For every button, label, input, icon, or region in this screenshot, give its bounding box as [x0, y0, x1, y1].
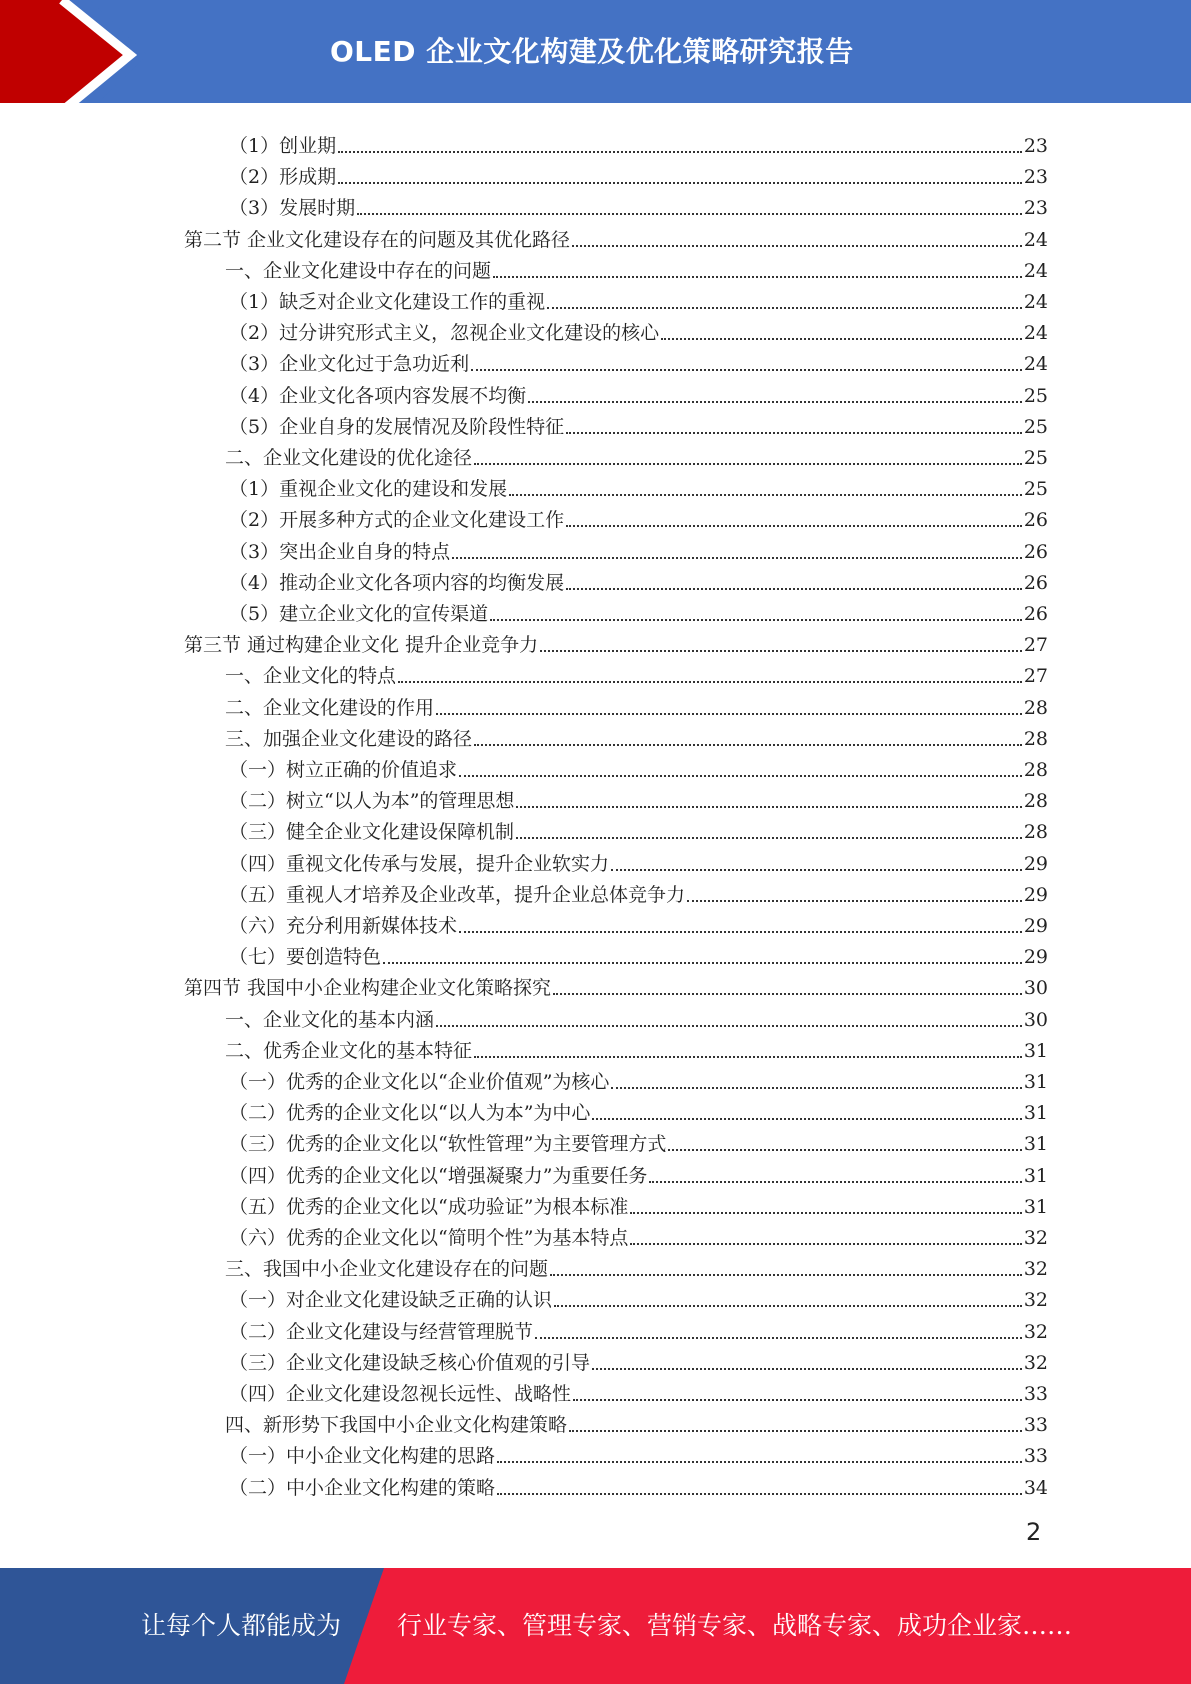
- toc-entry-page: 33: [1023, 1445, 1048, 1468]
- toc-entry[interactable]: [225, 1250, 1048, 1281]
- toc-leader-dots: [338, 182, 1022, 184]
- toc-entry-page: 24: [1023, 228, 1048, 251]
- toc-leader-dots: [649, 1181, 1021, 1183]
- toc-entry-title: （5）建立企业文化的宣传渠道: [229, 603, 489, 625]
- toc-entry-page: 31: [1023, 1195, 1048, 1218]
- toc-leader-dots: [611, 869, 1022, 871]
- toc-entry[interactable]: [229, 470, 1048, 501]
- toc-entry[interactable]: [229, 845, 1048, 876]
- toc-entry-page: 23: [1023, 166, 1048, 189]
- toc-entry-page: 30: [1023, 977, 1048, 1000]
- toc-entry-title: （二）树立“以人为本”的管理思想: [229, 790, 515, 813]
- toc-leader-dots: [668, 1149, 1021, 1151]
- toc-entry-page: 26: [1023, 540, 1048, 563]
- toc-entry[interactable]: [229, 1437, 1048, 1468]
- toc-leader-dots: [550, 1274, 1022, 1276]
- toc-entry[interactable]: [229, 1344, 1048, 1375]
- toc-leader-dots: [540, 650, 1022, 652]
- toc-entry-title: （三）优秀的企业文化以“软性管理”为主要管理方式: [229, 1133, 667, 1156]
- toc-entry-page: 34: [1023, 1476, 1048, 1499]
- toc-entry[interactable]: [229, 876, 1048, 907]
- toc-entry-page: 28: [1023, 696, 1048, 719]
- toc-entry-title: （2）过分讲究形式主义，忽视企业文化建设的核心: [229, 322, 660, 345]
- toc-leader-dots: [592, 1368, 1022, 1370]
- toc-entry-title: （六）充分利用新媒体技术: [229, 915, 458, 937]
- toc-entry[interactable]: [229, 1063, 1048, 1094]
- toc-entry-title: （二）优秀的企业文化以“以人为本”为中心: [229, 1102, 591, 1125]
- toc-entry-page: 28: [1023, 727, 1048, 750]
- toc-entry-page: 26: [1023, 509, 1048, 532]
- toc-entry-title: （5）企业自身的发展情况及阶段性特征: [229, 415, 565, 438]
- toc-entry[interactable]: [229, 1188, 1048, 1219]
- toc-leader-dots: [459, 775, 1022, 777]
- toc-entry[interactable]: [225, 657, 1048, 688]
- toc-entry-title: （4）企业文化各项内容发展不均衡: [229, 384, 527, 407]
- toc-entry-page: 28: [1023, 790, 1048, 813]
- toc-leader-dots: [569, 1430, 1022, 1432]
- toc-entry-title: （六）优秀的企业文化以“简明个性”为基本特点: [229, 1227, 629, 1249]
- toc-leader-dots: [474, 1056, 1022, 1058]
- toc-entry-page: 28: [1023, 759, 1048, 781]
- page-header: [0, 0, 1191, 111]
- toc-entry[interactable]: [225, 252, 1048, 283]
- toc-entry[interactable]: [229, 1375, 1048, 1406]
- toc-entry-title: （3）企业文化过于急功近利: [229, 353, 470, 376]
- toc-leader-dots: [611, 1087, 1021, 1089]
- toc-leader-dots: [630, 1212, 1021, 1214]
- toc-entry-page: 31: [1023, 1039, 1048, 1062]
- toc-entry-page: 27: [1023, 634, 1048, 657]
- toc-entry[interactable]: [225, 1032, 1048, 1063]
- toc-leader-dots: [497, 1493, 1022, 1495]
- toc-leader-dots: [661, 338, 1022, 340]
- toc-entry-title: 一、企业文化的特点: [225, 665, 397, 688]
- toc-entry[interactable]: [229, 564, 1048, 595]
- toc-entry-page: 25: [1023, 384, 1048, 407]
- toc-entry[interactable]: [229, 314, 1048, 345]
- toc-leader-dots: [383, 962, 1022, 964]
- toc-entry-title: （四）优秀的企业文化以“增强凝聚力”为重要任务: [229, 1164, 648, 1187]
- toc-leader-dots: [452, 557, 1022, 559]
- toc-leader-dots: [509, 494, 1022, 496]
- toc-entry[interactable]: [229, 751, 1048, 782]
- toc-entry[interactable]: [229, 595, 1048, 626]
- toc-entry-page: 24: [1023, 353, 1048, 376]
- toc-entry[interactable]: [229, 1313, 1048, 1344]
- toc-entry-title: （2）开展多种方式的企业文化建设工作: [229, 509, 565, 532]
- toc-entry-title: （二）企业文化建设与经营管理脱节: [229, 1320, 534, 1343]
- toc-entry-title: 二、企业文化建设的作用: [225, 696, 435, 719]
- toc-leader-dots: [474, 744, 1022, 746]
- report-title: OLED 企业文化构建及优化策略研究报告: [330, 35, 854, 68]
- toc-entry-page: 31: [1023, 1133, 1048, 1156]
- toc-entry[interactable]: [184, 221, 1048, 252]
- toc-entry[interactable]: [229, 1281, 1048, 1312]
- toc-entry[interactable]: [229, 813, 1048, 844]
- toc-entry-title: 三、加强企业文化建设的路径: [225, 727, 473, 750]
- toc-leader-dots: [572, 245, 1022, 247]
- page-footer: [0, 1568, 1191, 1684]
- toc-entry-page: 30: [1023, 1008, 1048, 1031]
- toc-entry-title: （三）企业文化建设缺乏核心价值观的引导: [229, 1351, 591, 1374]
- header-divider: [0, 103, 1191, 111]
- toc-leader-dots: [592, 1118, 1021, 1120]
- toc-leader-dots: [528, 401, 1022, 403]
- toc-entry-page: 25: [1023, 415, 1048, 438]
- toc-entry[interactable]: [225, 1001, 1048, 1032]
- toc-leader-dots: [490, 619, 1022, 621]
- toc-leader-dots: [398, 681, 1022, 683]
- toc-leader-dots: [630, 1243, 1021, 1245]
- toc-entry-title: （一）树立正确的价值追求: [229, 759, 458, 781]
- toc-entry[interactable]: [229, 533, 1048, 564]
- toc-leader-dots: [493, 276, 1022, 278]
- toc-leader-dots: [566, 525, 1022, 527]
- toc-entry[interactable]: [229, 782, 1048, 813]
- toc-entry[interactable]: [229, 907, 1048, 938]
- toc-entry[interactable]: [229, 408, 1048, 439]
- toc-entry-page: 32: [1023, 1320, 1048, 1343]
- toc-leader-dots: [554, 1305, 1022, 1307]
- toc-entry[interactable]: [229, 1125, 1048, 1156]
- toc-entry-page: 31: [1023, 1071, 1048, 1093]
- toc-entry-page: 32: [1023, 1258, 1048, 1281]
- toc-entry-title: 四、新形势下我国中小企业文化构建策略: [225, 1414, 568, 1437]
- toc-entry-title: （1）创业期: [229, 135, 337, 157]
- toc-entry[interactable]: [184, 969, 1048, 1000]
- toc-leader-dots: [436, 1025, 1022, 1027]
- toc-entry-title: （四）企业文化建设忽视长远性、战略性: [229, 1383, 572, 1405]
- toc-entry[interactable]: [229, 127, 1048, 158]
- toc-entry[interactable]: [229, 1157, 1048, 1188]
- toc-entry[interactable]: [229, 938, 1048, 969]
- page-number: 2: [1026, 1518, 1042, 1546]
- toc-entry[interactable]: [229, 377, 1048, 408]
- toc-entry[interactable]: [229, 189, 1048, 220]
- toc-leader-dots: [566, 432, 1022, 434]
- toc-leader-dots: [474, 463, 1022, 465]
- toc-entry-title: （3）发展时期: [229, 197, 356, 220]
- toc-leader-dots: [516, 806, 1021, 808]
- footer-slogan-left: 让每个人都能成为: [141, 1611, 342, 1640]
- toc-leader-dots: [459, 931, 1022, 933]
- header-arrow-graphic: [0, 0, 150, 111]
- toc-entry-title: （一）中小企业文化构建的思路: [229, 1445, 496, 1468]
- toc-leader-dots: [357, 213, 1022, 215]
- toc-entry[interactable]: [229, 501, 1048, 532]
- toc-entry-page: 32: [1023, 1351, 1048, 1374]
- toc-entry-title: 三、我国中小企业文化建设存在的问题: [225, 1258, 549, 1281]
- toc-entry[interactable]: [225, 1406, 1048, 1437]
- toc-entry-title: （七）要创造特色: [229, 946, 382, 969]
- toc-entry-title: 第二节 企业文化建设存在的问题及其优化路径: [184, 228, 571, 251]
- toc-leader-dots: [535, 1337, 1022, 1339]
- toc-entry-title: （3）突出企业自身的特点: [229, 540, 451, 563]
- toc-entry-title: （五）重视人才培养及企业改革，提升企业总体竞争力: [229, 883, 686, 906]
- toc-entry[interactable]: [184, 626, 1048, 657]
- toc-entry-page: 33: [1023, 1383, 1048, 1405]
- toc-entry[interactable]: [229, 1094, 1048, 1125]
- toc-entry-page: 27: [1023, 665, 1048, 688]
- toc-entry-page: 25: [1023, 447, 1048, 469]
- toc-entry[interactable]: [229, 345, 1048, 376]
- toc-entry-page: 25: [1023, 478, 1048, 501]
- toc-entry-title: 一、企业文化的基本内涵: [225, 1008, 435, 1031]
- toc-entry-title: （四）重视文化传承与发展，提升企业软实力: [229, 852, 610, 875]
- toc-leader-dots: [436, 713, 1022, 715]
- toc-entry-page: 29: [1023, 915, 1048, 937]
- toc-entry-title: （五）优秀的企业文化以“成功验证”为根本标准: [229, 1195, 629, 1218]
- toc-entry-page: 26: [1023, 603, 1048, 625]
- toc-entry[interactable]: [229, 1219, 1048, 1250]
- toc-entry-page: 32: [1023, 1289, 1048, 1312]
- toc-entry-page: 28: [1023, 821, 1048, 844]
- footer-slogan-right: 行业专家、管理专家、营销专家、战略专家、成功企业家……: [397, 1611, 1073, 1640]
- toc-leader-dots: [471, 369, 1022, 371]
- toc-entry-title: （二）中小企业文化构建的策略: [229, 1476, 496, 1499]
- toc-leader-dots: [573, 1399, 1022, 1401]
- toc-entry-page: 32: [1023, 1227, 1048, 1249]
- toc-entry-page: 23: [1023, 135, 1048, 157]
- toc-leader-dots: [516, 837, 1022, 839]
- toc-entry-page: 31: [1023, 1102, 1048, 1125]
- toc-leader-dots: [566, 588, 1022, 590]
- toc-entry-title: 一、企业文化建设中存在的问题: [225, 259, 492, 282]
- toc-leader-dots: [338, 151, 1022, 153]
- toc-entry-title: （一）优秀的企业文化以“企业价值观”为核心: [229, 1071, 610, 1093]
- toc-entry[interactable]: [229, 1469, 1048, 1500]
- toc-entry-page: 29: [1023, 946, 1048, 969]
- toc-entry-page: 31: [1023, 1164, 1048, 1187]
- toc-entry[interactable]: [229, 158, 1048, 189]
- toc-entry-page: 26: [1023, 571, 1048, 594]
- toc-entry-page: 23: [1023, 197, 1048, 220]
- toc-entry-page: 24: [1023, 322, 1048, 345]
- toc-entry-title: （一）对企业文化建设缺乏正确的认识: [229, 1289, 553, 1312]
- toc-entry-page: 29: [1023, 852, 1048, 875]
- toc-entry-title: 二、企业文化建设的优化途径: [225, 447, 473, 469]
- toc-entry-page: 24: [1023, 291, 1048, 313]
- toc-entry-title: （1）缺乏对企业文化建设工作的重视: [229, 291, 546, 313]
- toc-entry-title: （2）形成期: [229, 166, 337, 189]
- toc-entry-title: （4）推动企业文化各项内容的均衡发展: [229, 571, 565, 594]
- toc-entry-title: （1）重视企业文化的建设和发展: [229, 478, 508, 501]
- toc-entry-title: 第三节 通过构建企业文化 提升企业竞争力: [184, 634, 539, 657]
- toc-entry-title: 二、优秀企业文化的基本特征: [225, 1039, 473, 1062]
- toc-entry-title: 第四节 我国中小企业构建企业文化策略探究: [184, 977, 552, 1000]
- toc-entry[interactable]: [225, 720, 1048, 751]
- toc-leader-dots: [497, 1461, 1022, 1463]
- toc-leader-dots: [547, 307, 1022, 309]
- toc-entry-page: 33: [1023, 1414, 1048, 1437]
- toc-entry[interactable]: [229, 283, 1048, 314]
- toc-entry-page: 24: [1023, 259, 1048, 282]
- toc-leader-dots: [687, 900, 1022, 902]
- toc-entry[interactable]: [225, 689, 1048, 720]
- toc-entry[interactable]: [225, 439, 1048, 470]
- toc-entry-page: 29: [1023, 883, 1048, 906]
- toc-leader-dots: [553, 993, 1022, 995]
- toc-entry-title: （三）健全企业文化建设保障机制: [229, 821, 515, 844]
